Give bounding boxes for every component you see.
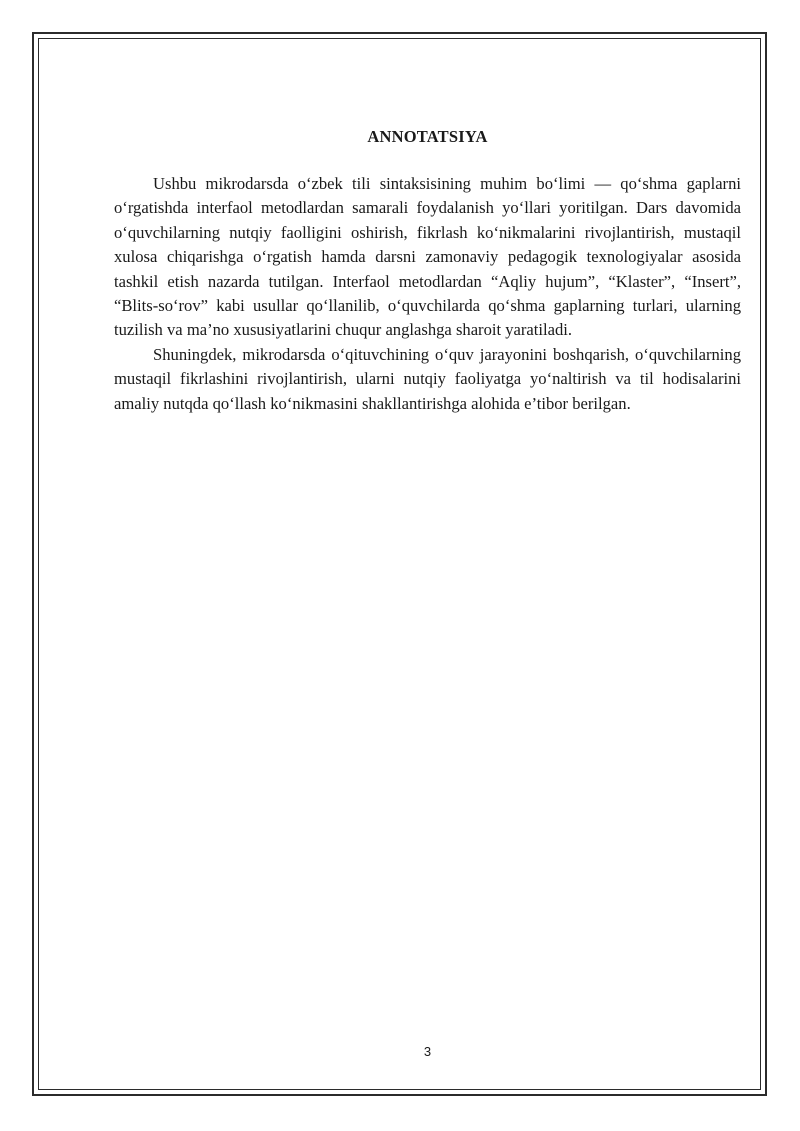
paragraph: Ushbu mikrodarsda o‘zbek tili sintaksisining muhim bo‘limi — qo‘shma gaplarni o‘rgatishda interfaol metodlardan samarali foydalanish yo‘llari yoritilgan. Dars davomida o‘quvchilarning nutqiy faolligini oshirish, fikrlash ko‘nikmalarini rivojlantirish, mustaqil xulosa chiqarishga o‘rgatish hamda darsni zamonaviy pedagogik texnologiyalar asosida tashkil etish nazarda tutilgan. Interfaol metodlardan “Aqliy hujum”, “Klaster”, “Insert”, “Blits-so‘rov” kabi usullar qo‘llanilib, o‘quvchilarda qo‘shma gaplarning turlari, ularning tuzilish va ma’no xususiyatlarini chuqur anglashga sharoit yaratiladi.	[114, 174, 741, 340]
paragraph: Shuningdek, mikrodarsda o‘qituvchining o‘quv jarayonini boshqarish, o‘quvchilarning mustaqil fikrlashini rivojlantirish, ularni nutqiy faoliyatga yo‘naltirish va til hodisalarini amaliy nutqda qo‘llash ko‘nikmasini shakllantirishga alohida e’tibor berilgan.	[114, 344, 741, 413]
document-body	[114, 172, 741, 416]
page-number: 3	[423, 1044, 432, 1059]
document-heading: ANNOTATSIYA	[367, 127, 488, 146]
